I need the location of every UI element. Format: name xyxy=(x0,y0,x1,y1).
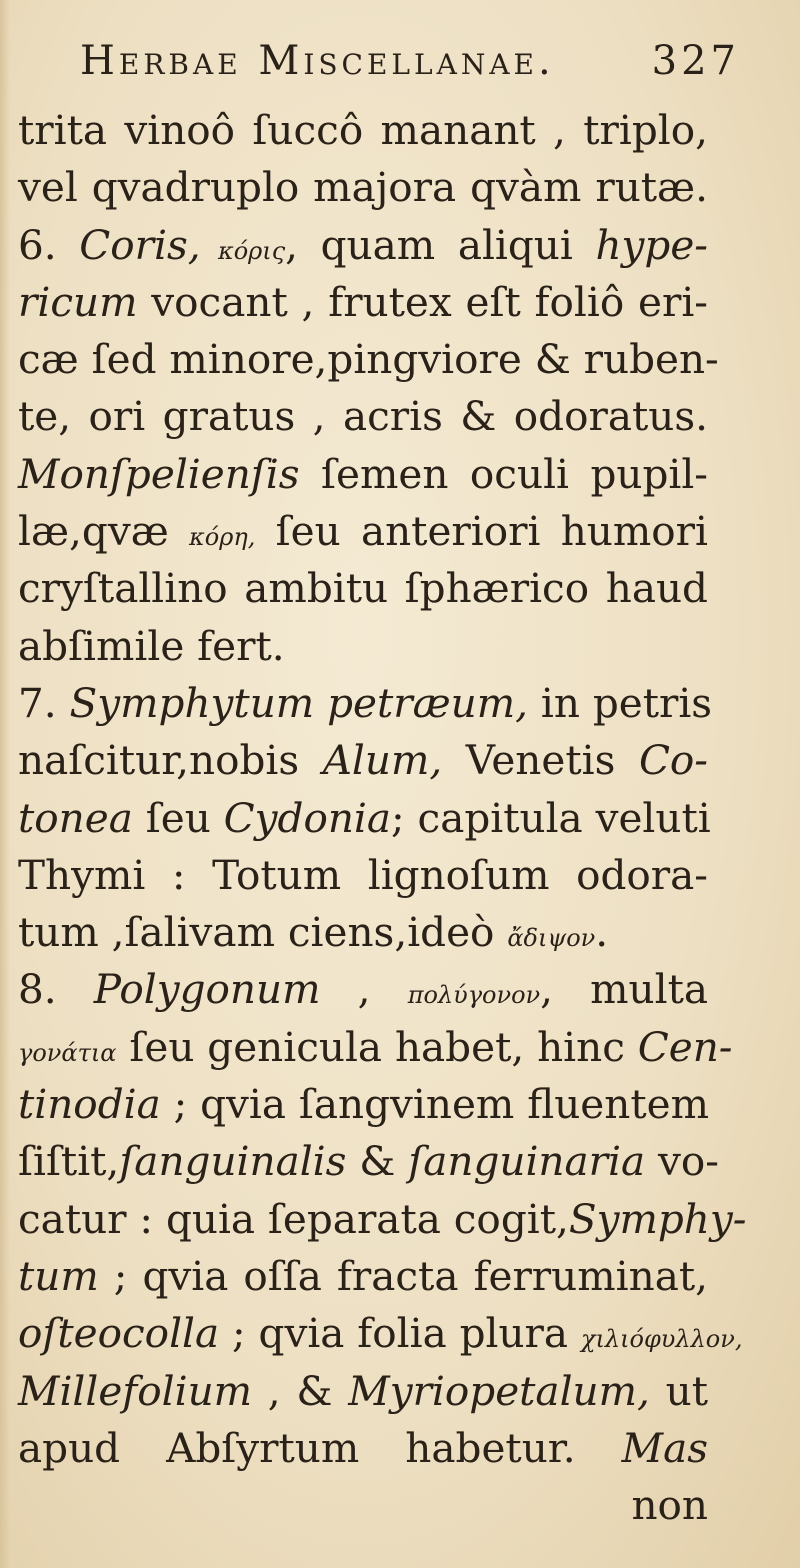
text-run: naſcitur,nobis xyxy=(18,736,323,785)
text-run: cæ ſed minore,pingviore & ruben- xyxy=(18,335,719,384)
text-run: ſeu anteriori humori xyxy=(255,507,708,556)
text-line xyxy=(18,388,708,445)
italic-term: ricum xyxy=(18,277,138,326)
italic-term: Symphytum petræum, xyxy=(69,678,529,727)
italic-term: ſanguinaria xyxy=(408,1137,646,1186)
text-run: ſeu xyxy=(132,793,224,842)
text-run: ; qvia folia plura xyxy=(219,1309,581,1358)
text-line xyxy=(18,732,708,789)
text-line xyxy=(18,1477,708,1534)
text-line xyxy=(18,446,708,503)
text-run: , multa xyxy=(540,965,709,1014)
text-run: non xyxy=(631,1481,708,1530)
text-run: ; qvia ſangvinem fluentem xyxy=(160,1080,710,1129)
greek-word: χιλιόφυλλον, xyxy=(580,1325,743,1354)
text-line xyxy=(18,1076,708,1133)
italic-term: hype- xyxy=(595,220,708,269)
text-run: apud Abſyrtum habetur. xyxy=(18,1423,622,1472)
italic-term: Alum, xyxy=(322,736,443,785)
text-run: , quam aliqui xyxy=(285,220,596,269)
italic-term: ſanguinalis xyxy=(119,1137,347,1186)
text-line xyxy=(18,1363,708,1420)
italic-term: Cydonia xyxy=(223,793,392,842)
text-line xyxy=(18,159,708,216)
text-run: te, ori gratus , acris & odoratus. xyxy=(18,392,708,441)
text-line xyxy=(18,847,708,904)
running-header xyxy=(60,38,740,98)
running-title: Herbae Miscellanae. xyxy=(80,38,555,84)
italic-term: tum xyxy=(18,1251,99,1300)
text-run: . xyxy=(595,908,609,957)
text-run: ut xyxy=(649,1366,709,1415)
text-line xyxy=(18,503,708,560)
text-run: vel qvadruplo majora qvàm rutæ. xyxy=(18,163,708,212)
text-line xyxy=(18,1420,708,1477)
greek-word: κόρη, xyxy=(189,523,256,552)
greek-word: γονάτια xyxy=(18,1038,117,1067)
text-run: ſemen oculi pupil- xyxy=(299,449,708,498)
italic-term: Myriopetalum, xyxy=(348,1366,650,1415)
italic-term: Millefolium xyxy=(18,1366,253,1415)
text-run: ; capitula veluti xyxy=(391,793,711,842)
italic-term: Co- xyxy=(638,736,708,785)
text-run: abſimile fert. xyxy=(18,621,285,670)
text-run: vo- xyxy=(645,1137,719,1186)
text-line xyxy=(18,1133,719,1190)
text-line xyxy=(18,217,708,274)
greek-word: κόρις xyxy=(200,236,286,265)
text-run: Thymi : Totum lignoſum odora- xyxy=(18,850,708,899)
text-line xyxy=(18,274,708,331)
text-run: catur : quia ſeparata cogit, xyxy=(18,1194,569,1243)
text-run: 7. xyxy=(18,678,70,727)
italic-term: Monſpelienſis xyxy=(18,449,300,498)
text-run: 8. xyxy=(18,965,94,1014)
text-run: vocant , frutex eſt foliô eri- xyxy=(137,277,708,326)
greek-word: πολύγονον xyxy=(407,981,541,1010)
text-run: ſiſtit, xyxy=(18,1137,120,1186)
text-run: , xyxy=(320,965,408,1014)
text-line xyxy=(18,961,708,1018)
text-line xyxy=(18,1305,743,1362)
text-line xyxy=(18,618,708,675)
italic-term: Cen- xyxy=(637,1022,733,1071)
text-run: tum ,ſalivam ciens,ideò xyxy=(18,908,508,957)
text-line xyxy=(18,904,708,961)
text-run: cryſtallino ambitu ſphærico haud xyxy=(18,564,708,613)
text-run: ; qvia oſſa fracta ferruminat, xyxy=(98,1251,708,1300)
text-line xyxy=(18,1191,747,1248)
text-run: ſeu genicula habet, hinc xyxy=(116,1022,638,1071)
page-number: 327 xyxy=(651,38,740,84)
text-line xyxy=(18,102,708,159)
italic-term: Symphy- xyxy=(568,1194,747,1243)
page-edge xyxy=(0,0,10,1568)
text-line xyxy=(18,331,719,388)
italic-term: Coris, xyxy=(79,220,201,269)
text-line xyxy=(18,675,713,732)
text-run: & xyxy=(346,1137,409,1186)
text-run: in petris xyxy=(528,678,713,727)
text-run: trita vinoô ſuccô manant , triplo, xyxy=(18,106,708,154)
body-text xyxy=(18,102,747,1534)
text-line xyxy=(18,560,708,617)
italic-term: Polygonum xyxy=(93,965,321,1014)
greek-word: ἄδιψον xyxy=(507,924,596,953)
text-line xyxy=(18,1019,733,1076)
text-line xyxy=(18,790,711,847)
italic-term: tonea xyxy=(18,793,133,842)
text-run: , & xyxy=(252,1366,349,1415)
italic-term: tinodia xyxy=(18,1080,161,1129)
italic-term: Mas xyxy=(621,1423,708,1472)
text-run: Venetis xyxy=(442,736,639,785)
text-line xyxy=(18,1248,708,1305)
italic-term: oſteocolla xyxy=(18,1309,220,1358)
text-run: 6. xyxy=(18,220,80,269)
text-run: læ,qvæ xyxy=(18,507,190,556)
